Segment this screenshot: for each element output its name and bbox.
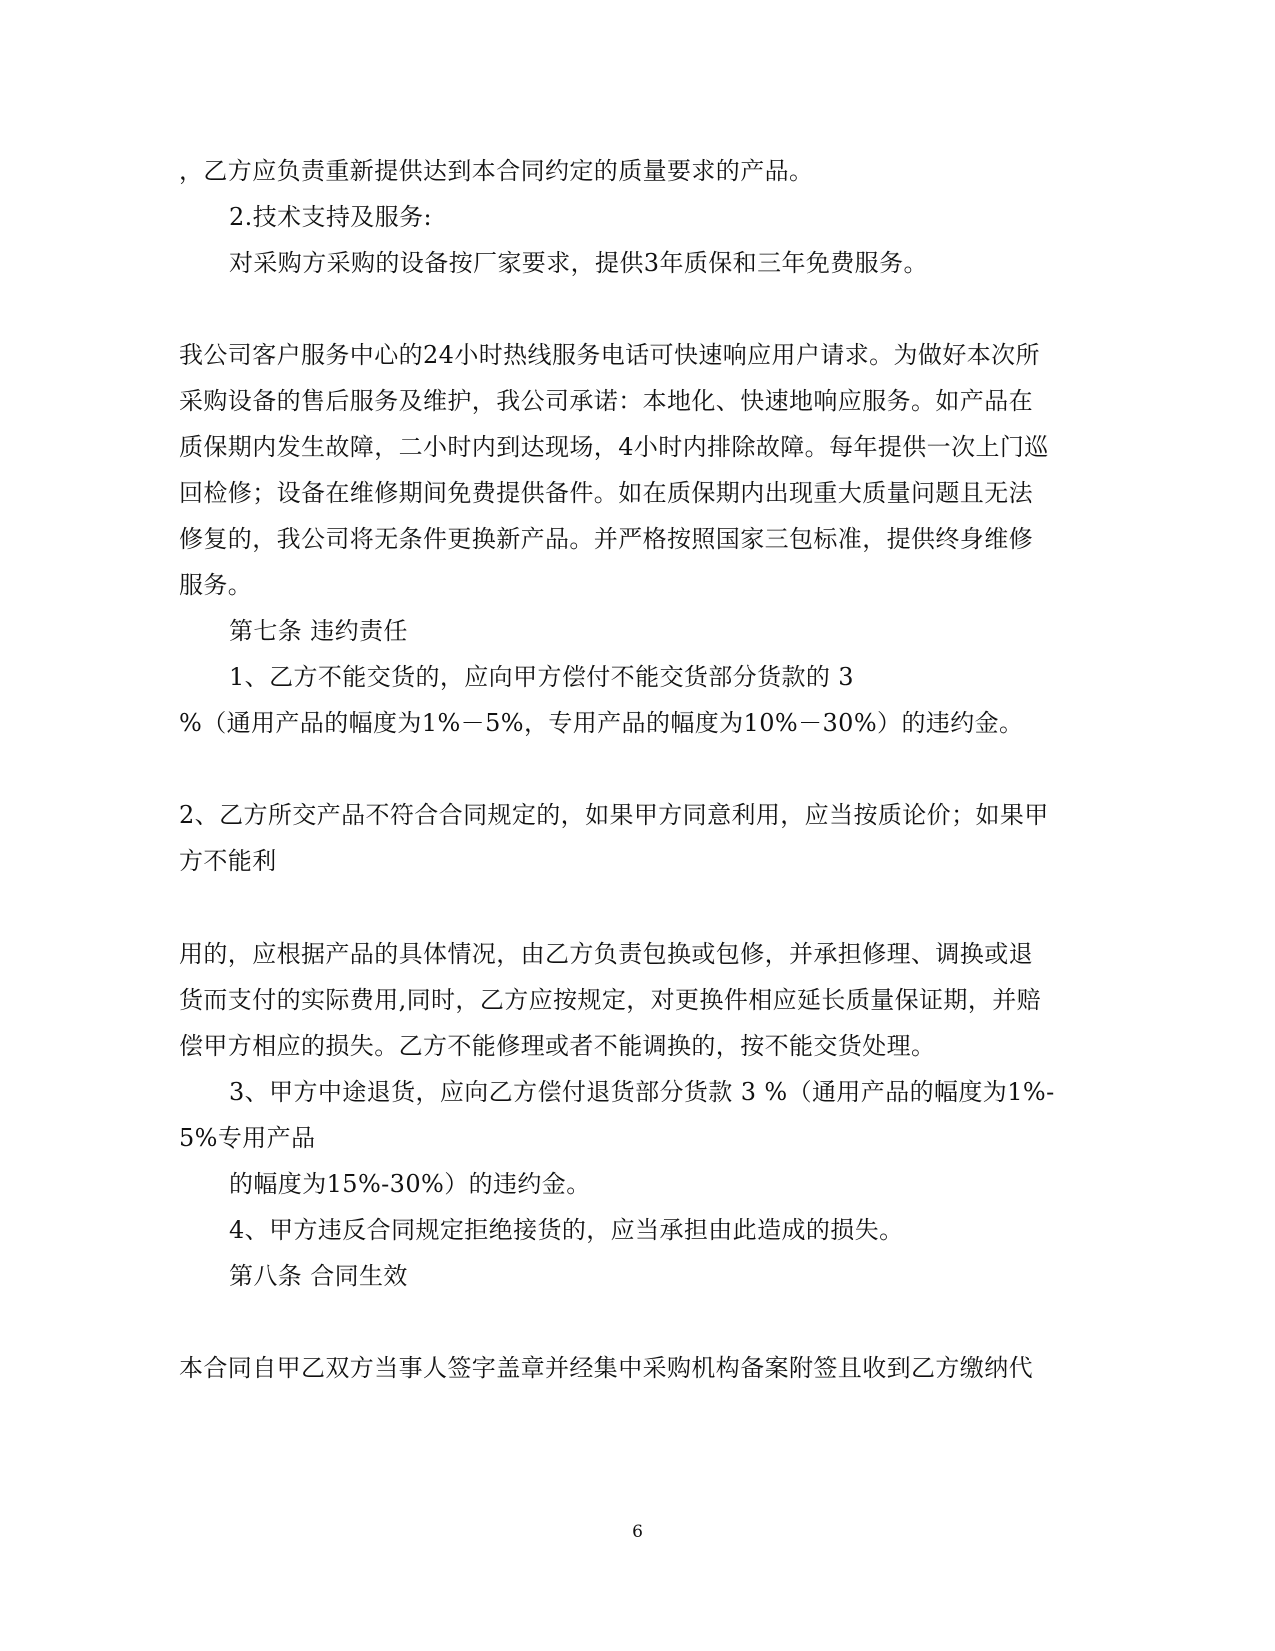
text-line-12: %（通用产品的幅度为1%－5%，专用产品的幅度为10%－30%）的违约金。 — [179, 709, 1024, 737]
text-line-18: 3、甲方中途退货，应向乙方偿付退货部分货款 3 %（通用产品的幅度为1%- — [229, 1078, 1055, 1106]
text-line-2: 2.技术支持及服务: — [229, 203, 432, 231]
text-line-8: 修复的，我公司将无条件更换新产品。并严格按照国家三包标准，提供终身维修 — [179, 525, 1033, 553]
section-heading-article-8: 第八条 合同生效 — [229, 1262, 408, 1290]
text-line-4: 我公司客户服务中心的24小时热线服务电话可快速响应用户请求。为做好本次所 — [179, 341, 1040, 369]
page-number: 6 — [632, 1522, 643, 1542]
text-line-1: ，乙方应负责重新提供达到本合同约定的质量要求的产品。 — [179, 157, 814, 185]
section-heading-article-7: 第七条 违约责任 — [229, 617, 408, 645]
text-line-16: 货而支付的实际费用,同时，乙方应按规定，对更换件相应延长质量保证期，并赔 — [179, 986, 1042, 1014]
text-line-21: 4、甲方违反合同规定拒绝接货的，应当承担由此造成的损失。 — [229, 1216, 904, 1244]
text-line-6: 质保期内发生故障，二小时内到达现场，4小时内排除故障。每年提供一次上门巡 — [179, 433, 1049, 461]
text-line-23: 本合同自甲乙双方当事人签字盖章并经集中采购机构备案附签且收到乙方缴纳代 — [179, 1354, 1033, 1382]
text-line-14: 方不能利 — [179, 847, 277, 875]
text-line-5: 采购设备的售后服务及维护，我公司承诺：本地化、快速地响应服务。如产品在 — [179, 387, 1033, 415]
text-line-7: 回检修；设备在维修期间免费提供备件。如在质保期内出现重大质量问题且无法 — [179, 479, 1033, 507]
text-line-17: 偿甲方相应的损失。乙方不能修理或者不能调换的，按不能交货处理。 — [179, 1032, 936, 1060]
text-line-19: 5%专用产品 — [179, 1124, 316, 1152]
text-line-11: 1、乙方不能交货的，应向甲方偿付不能交货部分货款的 3 — [229, 663, 854, 691]
text-line-20: 的幅度为15%-30%）的违约金。 — [229, 1170, 591, 1198]
text-line-13: 2、乙方所交产品不符合合同规定的，如果甲方同意利用，应当按质论价；如果甲 — [179, 801, 1049, 829]
text-line-15: 用的，应根据产品的具体情况，由乙方负责包换或包修，并承担修理、调换或退 — [179, 940, 1033, 968]
text-line-3: 对采购方采购的设备按厂家要求，提供3年质保和三年免费服务。 — [229, 249, 928, 277]
text-line-9: 服务。 — [179, 571, 253, 599]
